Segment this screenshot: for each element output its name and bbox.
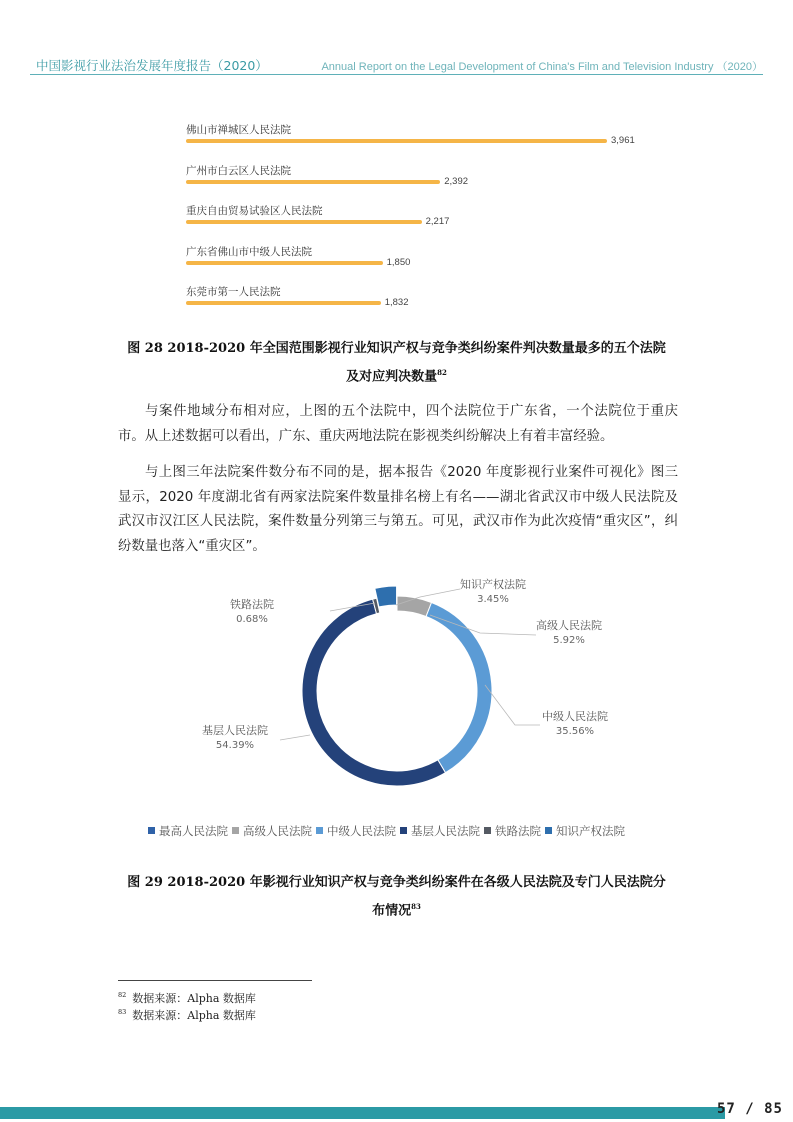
legend-label: 高级人民法院 <box>243 824 312 838</box>
donut-legend <box>148 823 629 839</box>
paragraph-1: 与案件地域分布相对应，上图的五个法院中，四个法院位于广东省，一个法院位于重庆市。从上述数据可以看出，广东、重庆两地法院在影视类纠纷解决上有着丰富经验。 <box>118 404 678 444</box>
bar-item <box>186 159 666 195</box>
legend-item <box>484 823 541 839</box>
court-level-donut-chart <box>120 575 680 860</box>
bar-item <box>186 280 666 316</box>
legend-label: 铁路法院 <box>495 824 541 838</box>
footnote-82 <box>118 990 256 1006</box>
figure-29-caption-line2: 布情况 <box>372 903 412 919</box>
leader-line <box>280 735 310 740</box>
footnote-82-num: 82 <box>118 991 127 1000</box>
legend-item <box>400 823 480 839</box>
label-intermediate-court <box>542 709 608 739</box>
footer-bar <box>0 1107 725 1119</box>
bar-item <box>186 118 666 154</box>
legend-swatch <box>316 827 323 834</box>
figure-29-caption <box>100 871 693 923</box>
label-intermediate-court-pct: 35.56% <box>555 726 595 737</box>
label-intermediate-court-name: 中级人民法院 <box>542 710 608 723</box>
bar <box>186 180 440 184</box>
label-railway-court <box>230 597 274 627</box>
legend-swatch <box>400 827 407 834</box>
legend-label: 中级人民法院 <box>327 824 396 838</box>
legend-item <box>148 823 228 839</box>
legend-swatch <box>484 827 491 834</box>
figure-28-caption <box>100 337 693 389</box>
legend-swatch <box>232 827 239 834</box>
footnote-ref-83: 83 <box>411 902 421 911</box>
legend-label: 知识产权法院 <box>556 824 625 838</box>
label-high-court-pct: 5.92% <box>553 635 585 646</box>
footnote-83 <box>118 1007 256 1023</box>
footnote-83-num: 83 <box>118 1008 127 1017</box>
legend-label: 基层人民法院 <box>411 824 480 838</box>
bar-category-label: 广州市白云区人民法院 <box>186 164 291 177</box>
label-railway-court-pct: 0.68% <box>236 614 268 625</box>
label-railway-court-name: 铁路法院 <box>230 598 274 611</box>
donut-slice <box>375 586 397 607</box>
paragraph-2: 与上图三年法院案件数分布不同的是，据本报告《2020 年度影视行业案件可视化》图三显示，2020 年度湖北省有两家法院案件数量排名榜上有名——湖北省武汉市中级人民法院及武汉市汉江区人民法院，案件数量分列第三与第五。可见，武汉市作为此次疫情“重灾区”，纠纷数量也落入“重灾区”。 <box>118 465 678 554</box>
figure-29-caption-line1: 图 29 2018-2020 年影视行业知识产权与竞争类纠纷案件在各级人民法院及专门人民法院分 <box>127 875 666 890</box>
label-basic-court-name: 基层人民法院 <box>202 724 268 737</box>
page-number: 57 / 85 <box>716 1101 783 1117</box>
donut-svg <box>120 575 680 820</box>
figure-29-caption-line2-wrap <box>100 895 693 923</box>
donut-slice <box>302 599 445 786</box>
footnote-82-text: 数据来源：Alpha 数据库 <box>132 992 256 1005</box>
header-title-en: Annual Report on the Legal Development of China's Film and Television Industry （2020） <box>321 61 763 73</box>
bar-item <box>186 240 666 276</box>
bar-category-label: 东莞市第一人民法院 <box>186 286 281 298</box>
legend-label: 最高人民法院 <box>159 824 228 838</box>
footnote-83-text: 数据来源：Alpha 数据库 <box>132 1009 256 1022</box>
bar-item <box>186 199 666 235</box>
bar-category-label: 广东省佛山市中级人民法院 <box>186 245 312 258</box>
label-ip-court <box>460 577 526 607</box>
bar-category-label: 重庆自由贸易试验区人民法院 <box>186 205 323 217</box>
label-ip-court-name: 知识产权法院 <box>460 578 526 591</box>
footnote-divider <box>118 980 312 981</box>
header-title-cn: 中国影视行业法治发展年度报告（2020） <box>36 58 268 73</box>
footnote-ref-82: 82 <box>437 368 447 377</box>
court-bar-chart <box>186 118 666 314</box>
bar <box>186 139 607 143</box>
legend-swatch <box>545 827 552 834</box>
bar <box>186 220 422 224</box>
bar-value-label: 3,961 <box>611 135 635 146</box>
bar-value-label: 2,217 <box>425 216 450 227</box>
legend-item <box>545 823 625 839</box>
legend-item <box>316 823 396 839</box>
bar-value-label: 1,832 <box>384 297 409 308</box>
header-divider <box>30 74 763 75</box>
donut-slice <box>426 602 492 772</box>
bar <box>186 261 383 265</box>
legend-item <box>232 823 312 839</box>
label-high-court <box>536 618 602 648</box>
label-basic-court <box>202 723 268 753</box>
bar <box>186 301 381 305</box>
figure-28-caption-line2-wrap <box>100 361 693 389</box>
figure-28-caption-line2: 及对应判决数量 <box>346 369 438 385</box>
bar-value-label: 1,850 <box>386 256 411 268</box>
label-basic-court-pct: 54.39% <box>215 740 255 751</box>
bar-category-label: 佛山市禅城区人民法院 <box>186 124 291 136</box>
figure-28-caption-line1: 图 28 2018-2020 年全国范围影视行业知识产权与竞争类纠纷案件判决数量最多的五个法院 <box>127 341 666 356</box>
leader-line <box>485 685 540 725</box>
legend-swatch <box>148 827 155 834</box>
label-ip-court-pct: 3.45% <box>477 594 509 605</box>
label-high-court-name: 高级人民法院 <box>536 619 602 632</box>
bar-value-label: 2,392 <box>444 175 469 187</box>
